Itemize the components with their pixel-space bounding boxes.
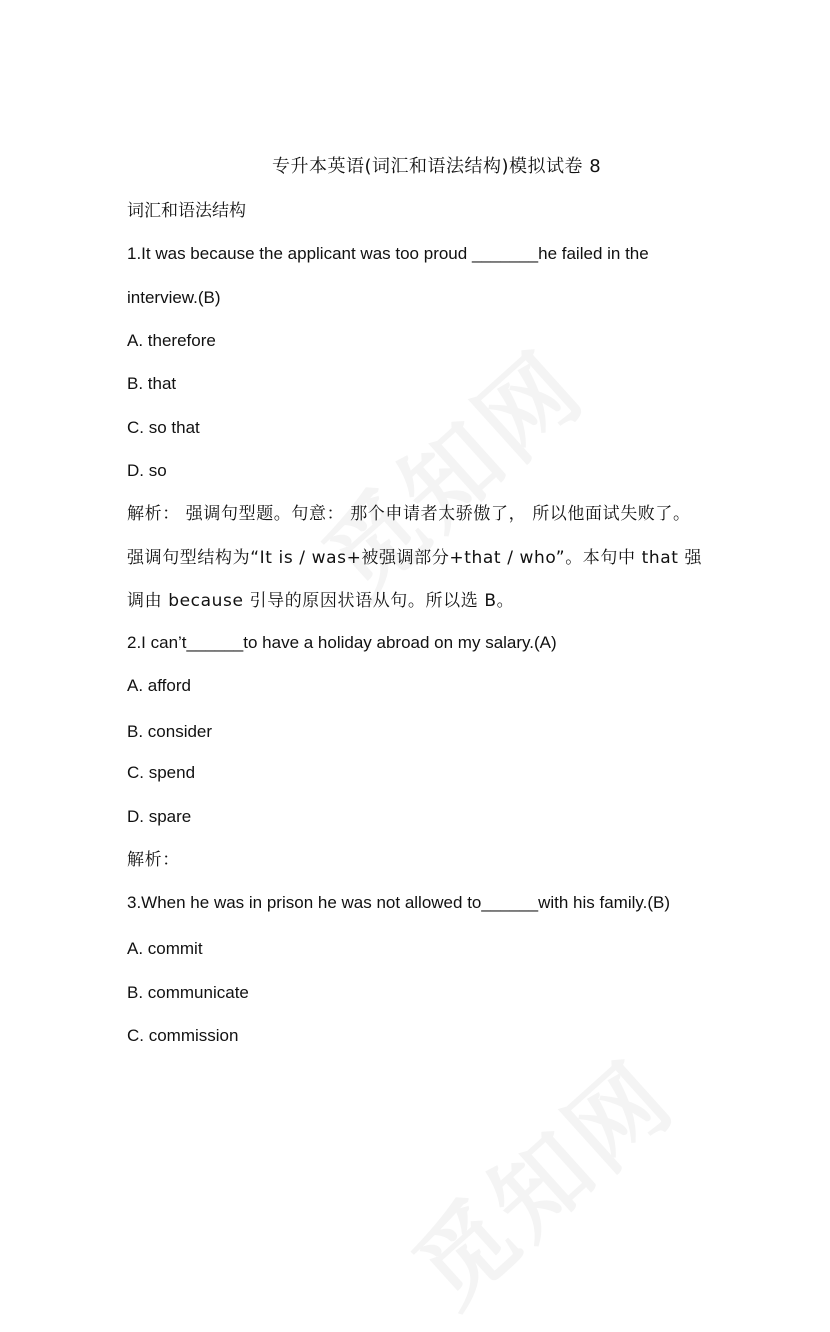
question-1-analysis-line-2: 强调句型结构为“It is / was+被强调部分+that / who”。本句中 that 强 (127, 548, 703, 568)
question-1-option-b: B. that (127, 374, 177, 393)
question-1-option-c: C. so that (127, 418, 200, 437)
question-1-stem-continued: interview.(B) (127, 288, 221, 307)
question-1-option-d: D. so (127, 461, 167, 480)
watermark (380, 1025, 699, 1332)
question-3-option-b: B. communicate (127, 983, 249, 1002)
question-1-option-a: A. therefore (127, 331, 216, 350)
question-1-stem: 1.It was because the applicant was too proud _______he failed in the (127, 244, 649, 263)
question-2-stem: 2.I can’t______to have a holiday abroad on my salary.(A) (127, 633, 557, 652)
question-2-option-b: B. consider (127, 722, 213, 741)
question-1-analysis-line-3: 调由 because 引导的原因状语从句。所以选 B。 (127, 591, 515, 611)
question-1-analysis-line-1: 解析： 强调句型题。句意： 那个申请者太骄傲了， 所以他面试失败了。 (127, 504, 691, 524)
question-2-analysis-line-1: 解析： (127, 850, 180, 870)
watermark (290, 315, 609, 622)
question-2-option-a: A. afford (127, 676, 191, 695)
question-2-option-d: D. spare (127, 807, 192, 826)
question-3-option-a: A. commit (127, 939, 203, 958)
document-title: 专升本英语(词汇和语法结构)模拟试卷 8 (272, 156, 602, 177)
question-3-stem: 3.When he was in prison he was not allowed to______with his family.(B) (127, 893, 671, 912)
section-heading: 词汇和语法结构 (127, 201, 246, 221)
question-2-option-c: C. spend (127, 763, 196, 782)
question-3-option-c: C. commission (127, 1026, 239, 1045)
